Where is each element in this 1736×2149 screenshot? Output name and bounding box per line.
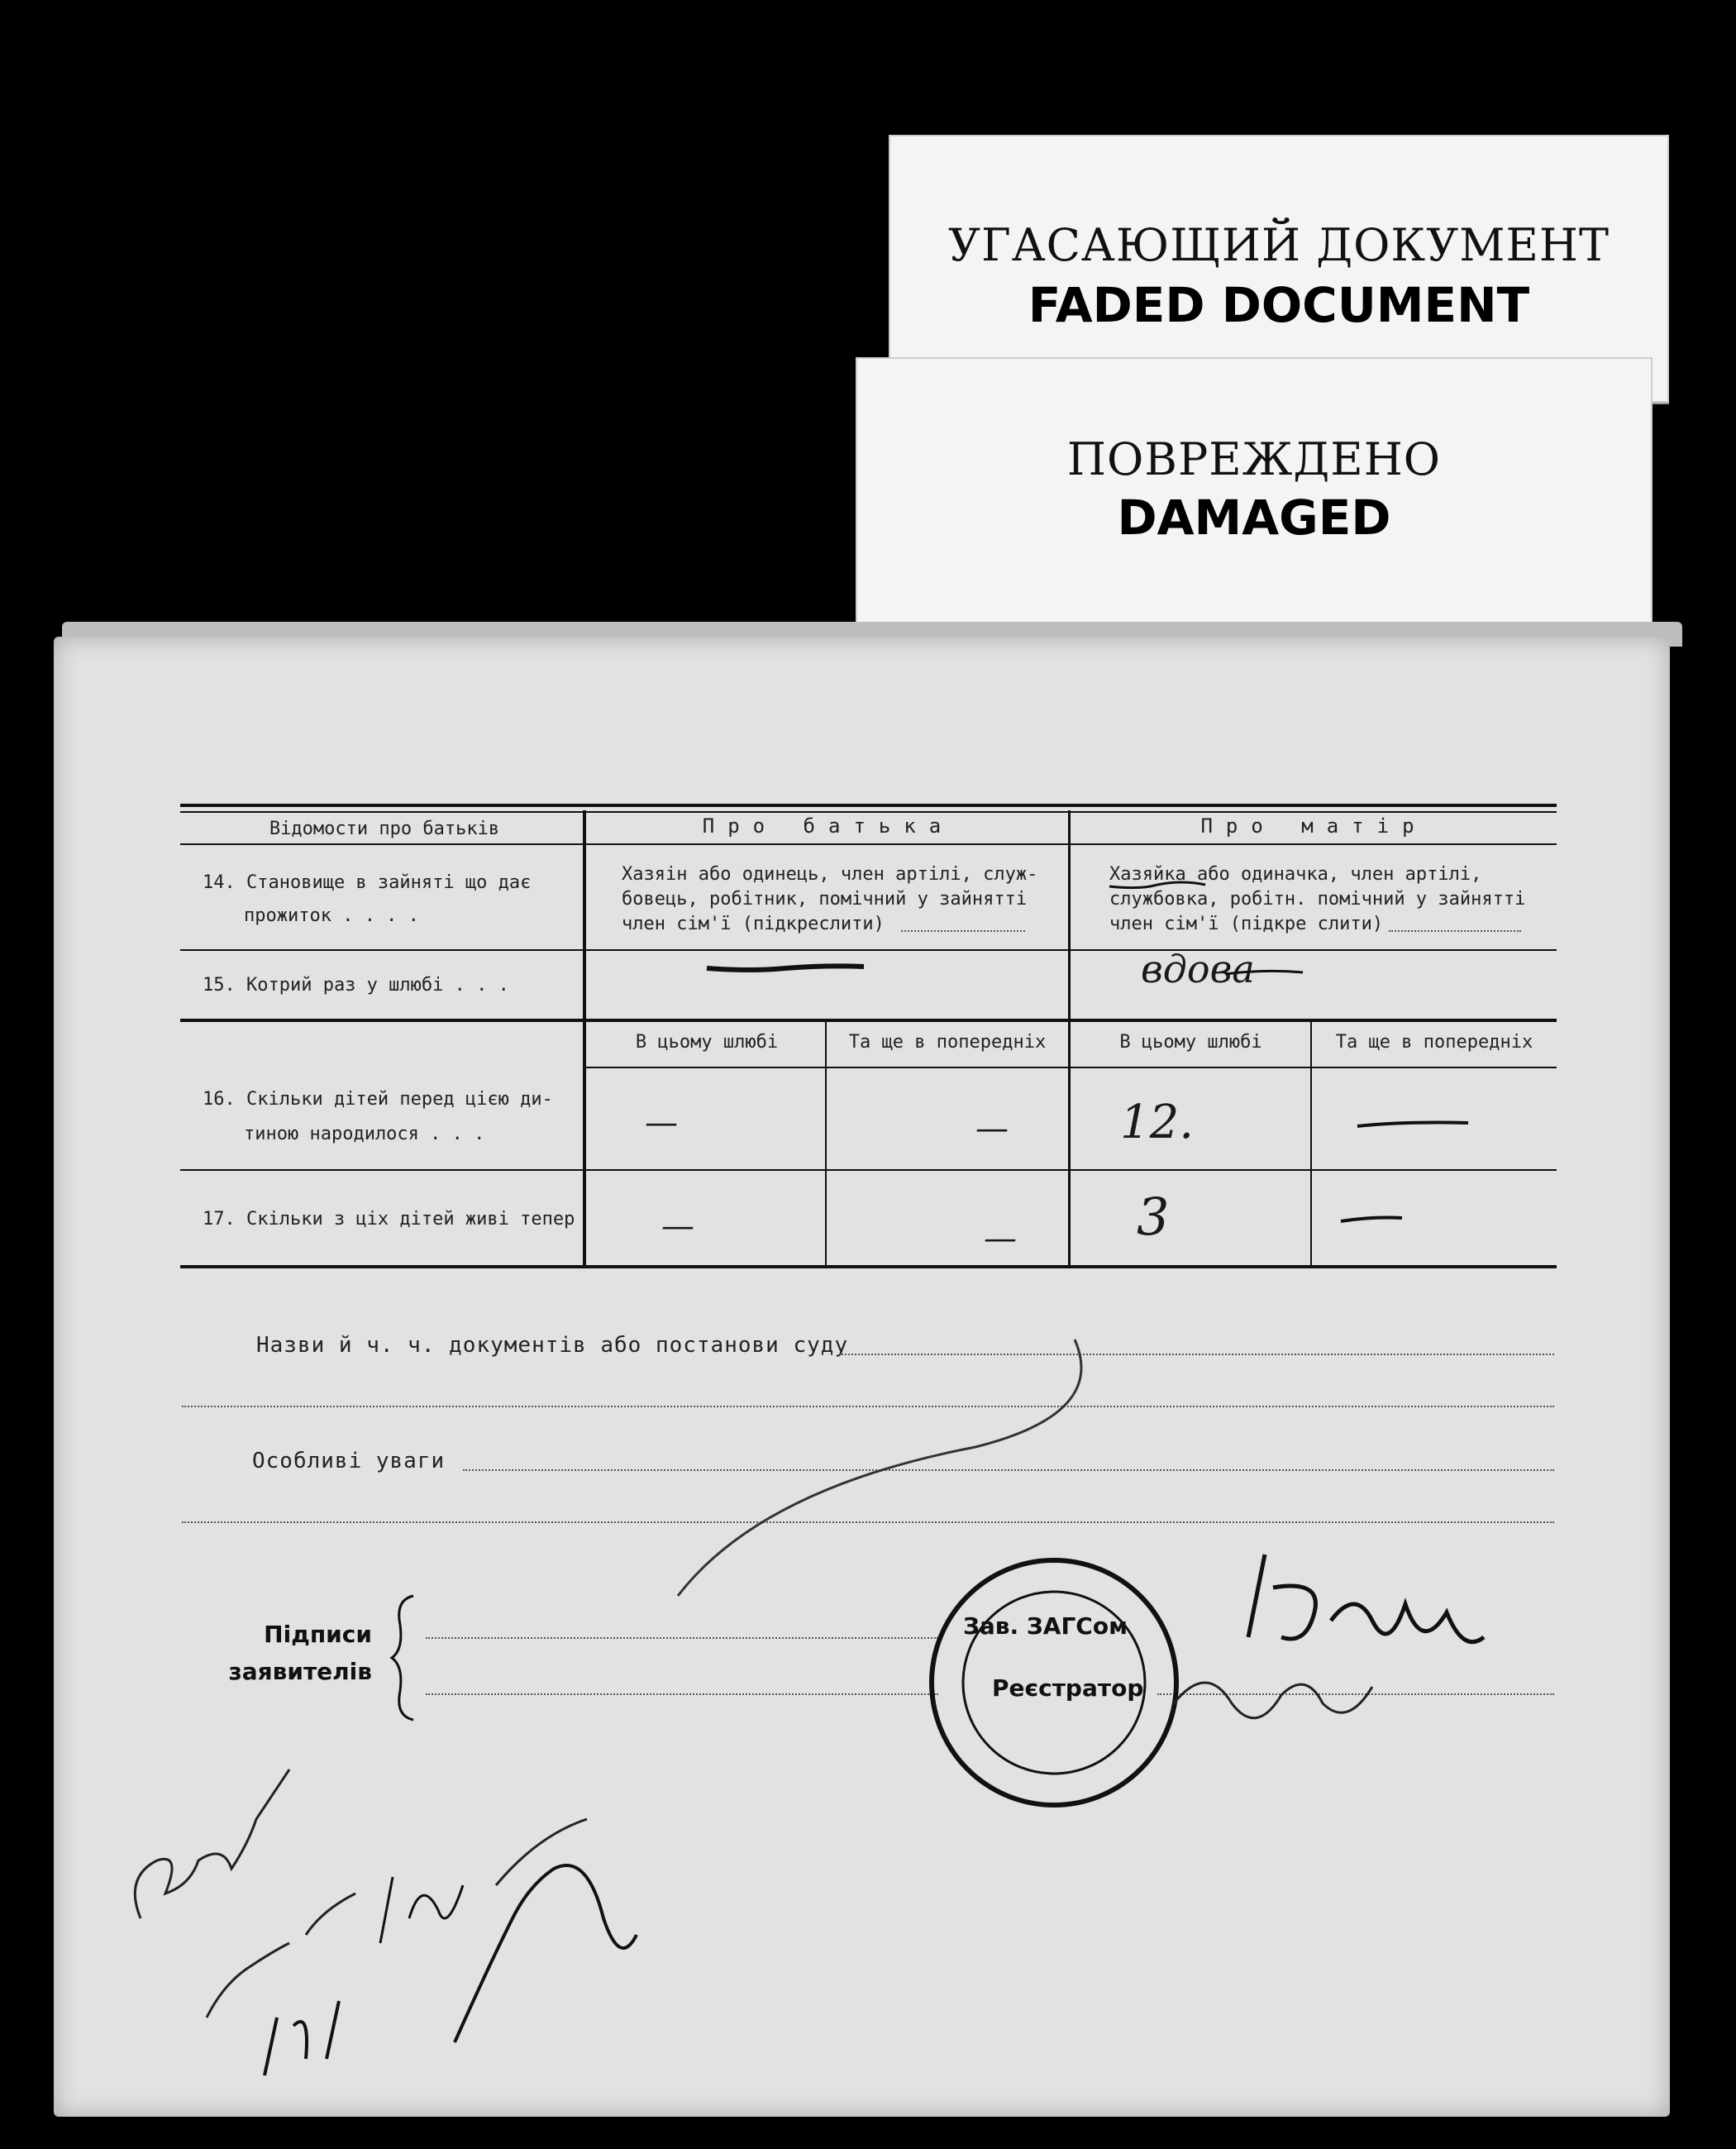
subheader-rule [585, 1067, 1557, 1068]
damaged-label-en: DAMAGED [1117, 489, 1391, 546]
header-father: Про батька [702, 814, 955, 838]
row16-rule [180, 1169, 1557, 1171]
row16-mother-previous [1405, 1100, 1406, 1101]
margin-handwritten-note [107, 1670, 653, 2100]
row17-father-this: — [661, 1207, 694, 1245]
row14-father-line2: бовець, робітник, помічний у зайнятті [622, 889, 1028, 910]
stamp-line2: Реєстратор [992, 1674, 1144, 1702]
row16-label-line1: 16. Скільки дітей перед цією ди- [203, 1089, 553, 1110]
signature-line-1 [426, 1637, 938, 1639]
row14-father-dots [901, 930, 1025, 932]
faded-label-ru: УГАСАЮЩИЙ ДОКУМЕНТ [947, 219, 1610, 271]
table-col-divider-2 [1068, 810, 1071, 1267]
stamp-line1: Зав. ЗАГСом [963, 1612, 1128, 1640]
registrar-signature [1157, 1538, 1505, 1753]
row16-mother-previous-dash [1356, 1116, 1471, 1133]
row17-label: 17. Скільки з ціх дітей живі тепер [203, 1209, 575, 1230]
row15-father-dash [703, 955, 868, 980]
notes-label: Особливі уваги [252, 1449, 446, 1473]
header-mother: Про матір [1200, 814, 1428, 838]
row16-label-line2: тиною народилося . . . [244, 1124, 485, 1144]
row16-mother-this: 12. [1120, 1096, 1195, 1149]
underline-mark [1108, 878, 1207, 895]
row16-father-previous: — [975, 1110, 1009, 1148]
row17-mother-previous-dash [1339, 1211, 1405, 1228]
signatures-label-line2: заявителів [228, 1658, 372, 1685]
row15-mother-tail [1223, 966, 1306, 982]
row14-father-line1: Хазяін або одинець, член артілі, служ- [622, 864, 1038, 885]
documents-label: Назви й ч. ч. документів або постанови суду [256, 1333, 849, 1358]
row14-mother-dots [1389, 930, 1521, 932]
row16-father-this: — [645, 1104, 678, 1142]
row15-mother-value: вдова [1141, 947, 1255, 991]
table-bottom-rule [180, 1265, 1557, 1268]
table-top-rule-thin [180, 811, 1557, 813]
subheader-mother-previous: Та ще в попередніх [1335, 1032, 1533, 1053]
row15-label: 15. Котрий раз у шлюбі . . . [203, 975, 509, 996]
damaged-document-label [856, 357, 1653, 633]
damaged-label-ru: ПОВРЕЖДЕНО [1066, 433, 1442, 485]
subheader-father-previous: Та ще в попередніх [848, 1032, 1047, 1053]
row14-mother-line2: службовка, робітн. помічний у зайнятті [1109, 889, 1526, 910]
row14-rule [180, 949, 1557, 951]
stamp-ring-text [938, 1556, 966, 1557]
header-parents-info: Відомости про батьків [269, 819, 500, 839]
row14-father-line3: член сім'ї (підкреслити) [622, 914, 885, 934]
row14-label-line2: прожиток . . . . [244, 905, 419, 926]
row14-label-line1: 14. Становище в зайняті що дає [203, 872, 532, 893]
signatures-label-line1: Підписи [264, 1621, 372, 1648]
row17-mother-previous [1356, 1207, 1357, 1208]
row15-rule [180, 1019, 1557, 1022]
row17-father-previous: — [984, 1220, 1017, 1258]
subheader-mother-this: В цьому шлюбі [1119, 1032, 1262, 1053]
table-top-rule [180, 804, 1557, 807]
row17-mother-this: 3 [1137, 1187, 1170, 1247]
row14-mother-line1: Хазяйка або одиначка, член артілі, [1109, 864, 1482, 885]
table-header-rule [180, 843, 1557, 845]
table-col-divider-1 [583, 810, 586, 1267]
faded-label-en: FADED DOCUMENT [1028, 277, 1530, 333]
table-col-divider-mother [1310, 1022, 1312, 1267]
table-col-divider-father [825, 1022, 827, 1267]
row14-mother-line3: член сім'ї (підкре слити) [1109, 914, 1384, 934]
margin-note-text [124, 1860, 136, 1861]
subheader-father-this: В цьому шлюбі [635, 1032, 779, 1053]
